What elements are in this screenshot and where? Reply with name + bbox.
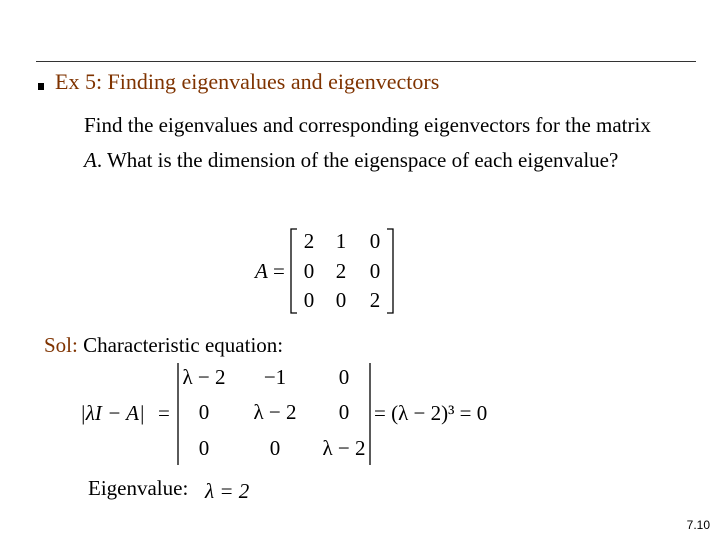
problem-statement	[84, 108, 664, 178]
eigenvalue-label: Eigenvalue:	[88, 476, 189, 500]
problem-variable: A	[84, 148, 97, 172]
determinant-cell: λ − 2	[182, 365, 226, 389]
determinant-cell: 0	[198, 400, 210, 424]
equals-sign: =	[158, 401, 170, 425]
determinant-cell: λ − 2	[253, 400, 297, 424]
matrix-cell: 2	[303, 229, 315, 253]
char-eq-rhs: = (λ − 2)³ = 0	[374, 401, 488, 425]
left-bracket	[291, 229, 297, 313]
slide-title: Ex 5: Finding eigenvalues and eigenvectors	[55, 69, 440, 94]
determinant-cell: 0	[338, 400, 350, 424]
right-bracket	[387, 229, 393, 313]
bullet-icon	[38, 83, 44, 90]
matrix-cell: 2	[335, 259, 347, 283]
determinant-cell: −1	[263, 365, 287, 389]
header-rule	[36, 61, 696, 62]
determinant-cell: 0	[269, 436, 281, 460]
equals-sign: =	[273, 259, 285, 283]
problem-text-1: Find the eigenvalues and corresponding eigenvectors for the matrix	[84, 113, 651, 137]
eigenvalue-value: λ = 2	[205, 479, 250, 503]
matrix-cell: 0	[335, 288, 347, 312]
solution-label: Sol:	[44, 333, 78, 357]
characteristic-equation	[78, 360, 518, 470]
eigenvalue-expression	[203, 478, 273, 504]
solution-text: Characteristic equation:	[77, 333, 284, 357]
matrix-a	[253, 225, 403, 317]
problem-text-2: . What is the dimension of the eigenspace of each eigenvalue?	[96, 148, 619, 172]
page-number: 7.10	[686, 518, 710, 532]
matrix-cell: 0	[303, 259, 315, 283]
matrix-cell: 2	[369, 288, 381, 312]
solution-line	[44, 333, 283, 358]
matrix-cell: 1	[335, 229, 347, 253]
matrix-cell: 0	[369, 229, 381, 253]
matrix-cell: 0	[303, 288, 315, 312]
matrix-cell: 0	[369, 259, 381, 283]
determinant-cell: 0	[338, 365, 350, 389]
char-eq-left: |λI − A|	[80, 401, 145, 425]
matrix-name: A	[255, 259, 268, 283]
determinant-cell: λ − 2	[322, 436, 366, 460]
determinant-cell: 0	[198, 436, 210, 460]
